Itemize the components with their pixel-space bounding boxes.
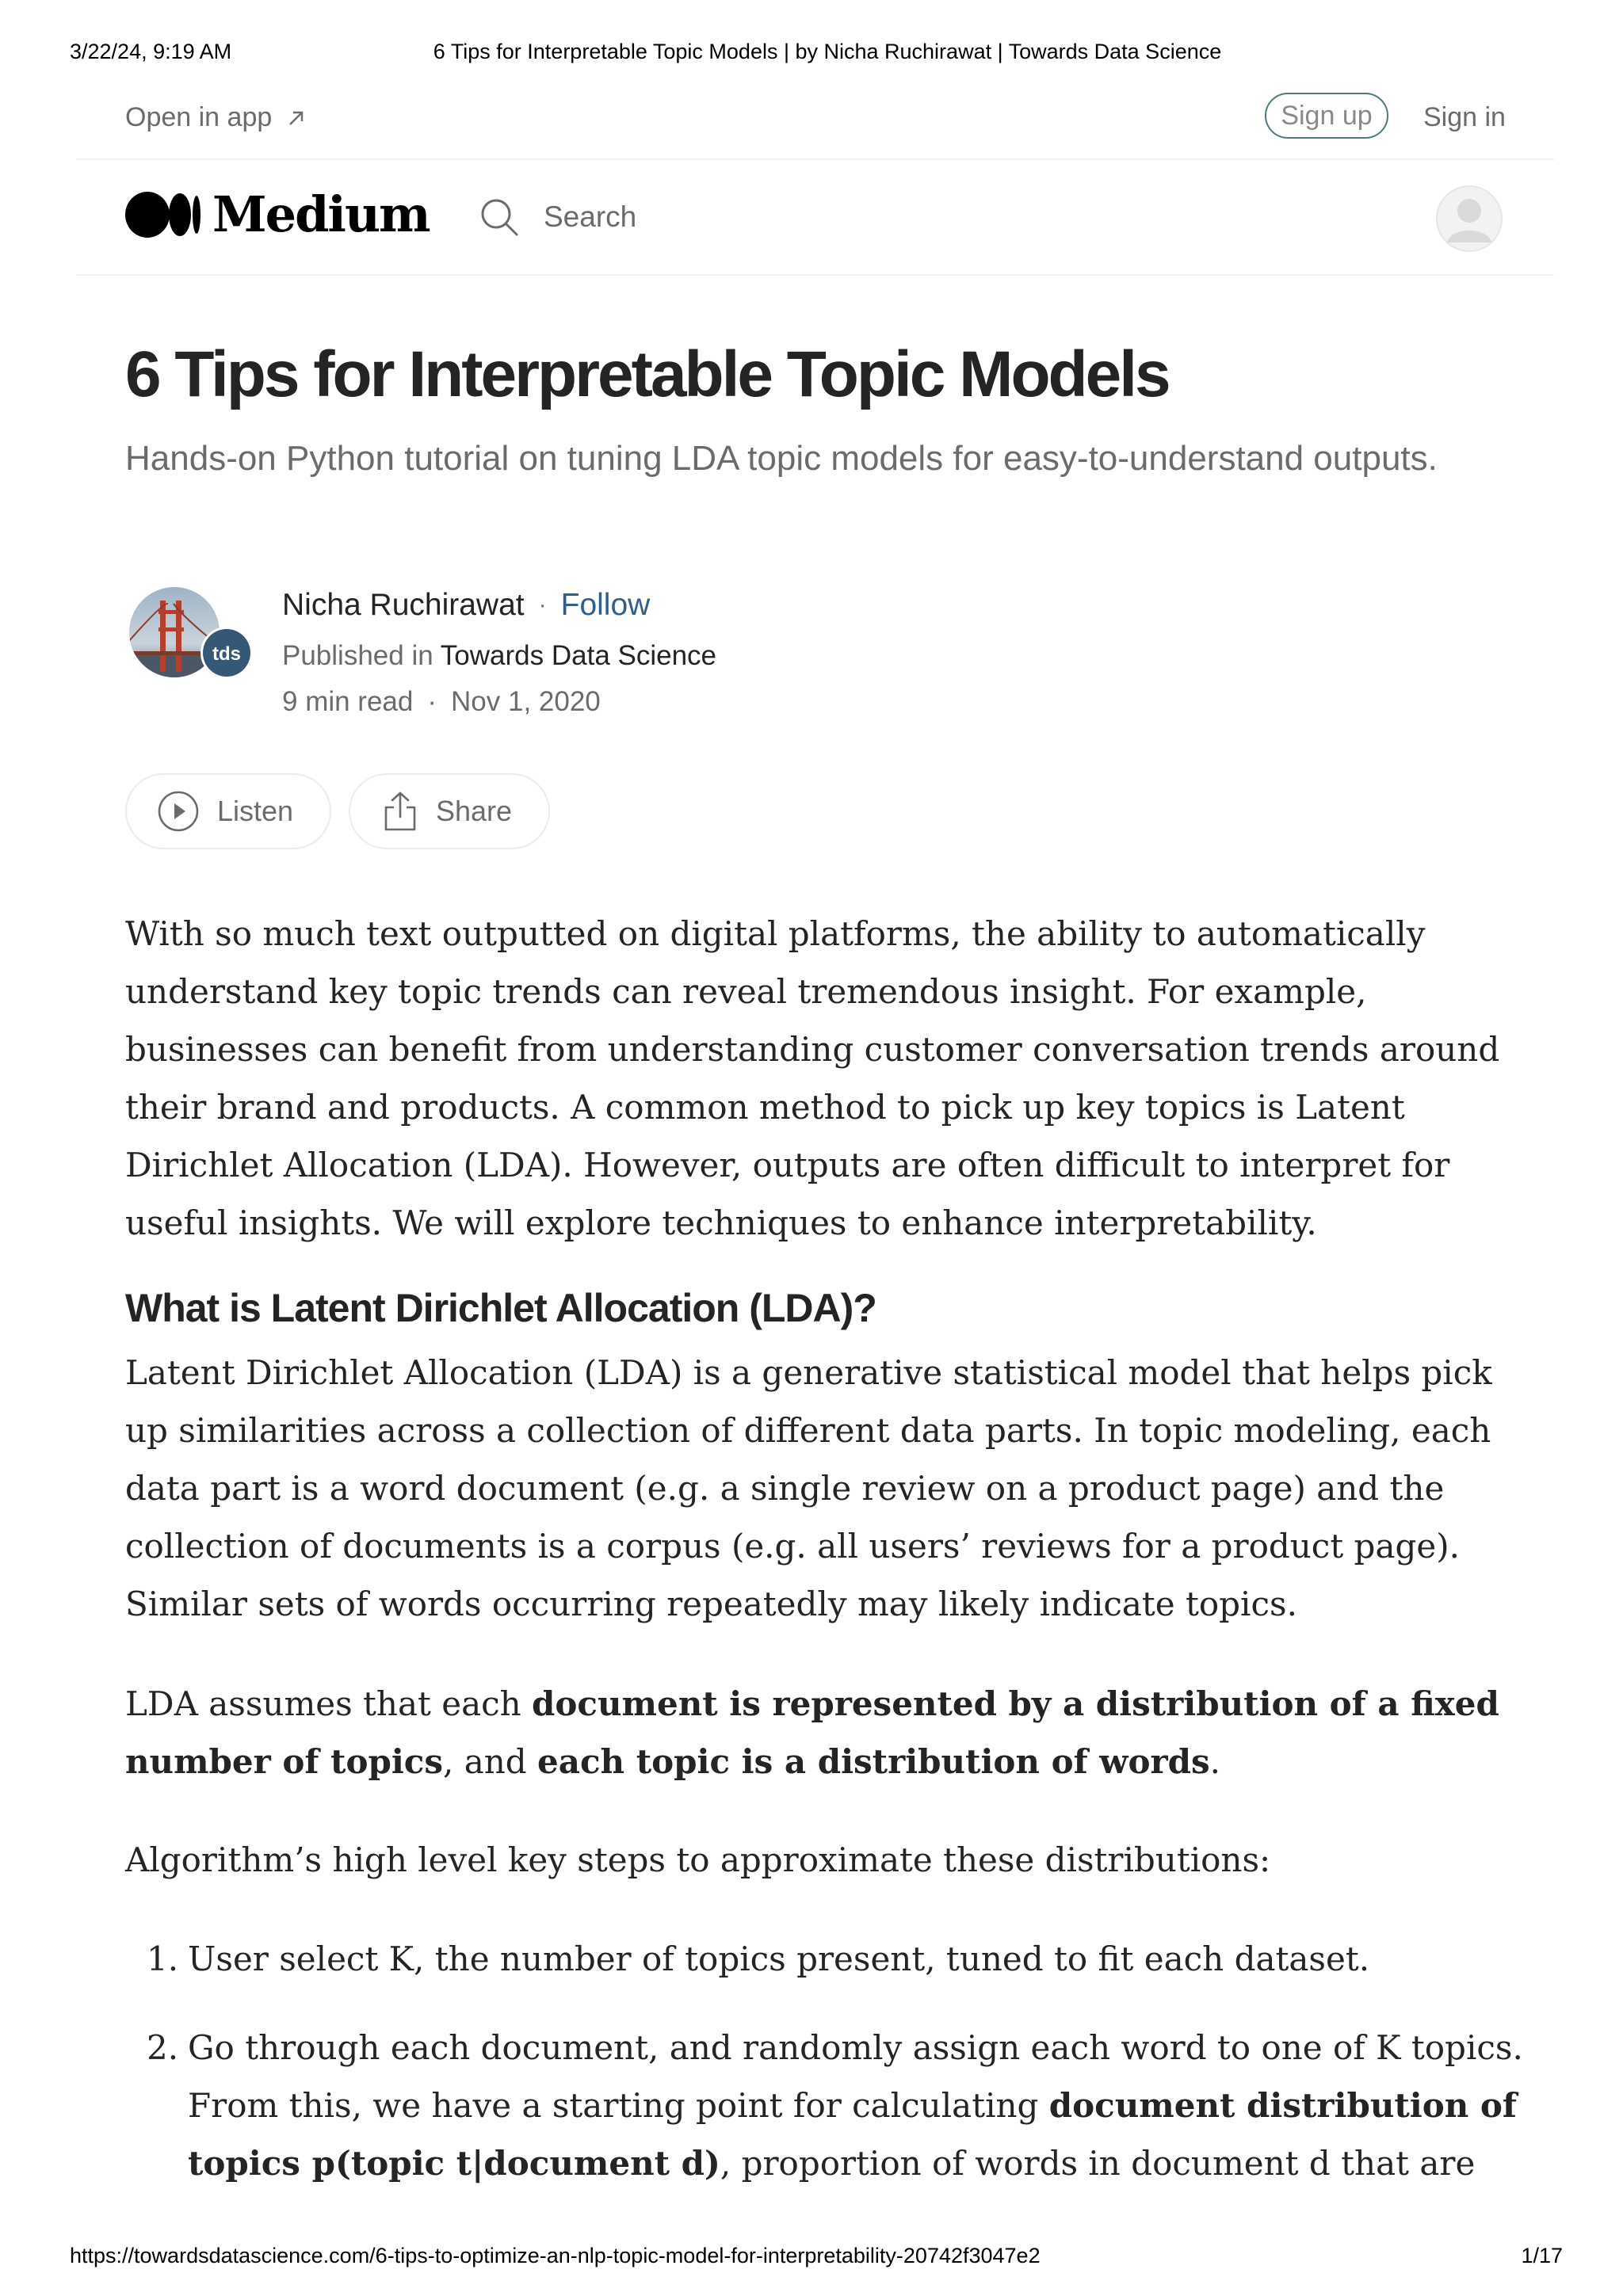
text-run: , proportion of words in document d that are <box>720 2144 1476 2183</box>
play-icon <box>157 790 200 833</box>
user-avatar-icon[interactable] <box>1436 185 1503 252</box>
follow-button[interactable]: Follow <box>560 588 651 622</box>
bold-run: document is represented by a distribution of a fixed number of topics <box>125 1684 1499 1781</box>
top-bar <box>76 87 1554 160</box>
lda-assumption-paragraph <box>125 1675 1520 1791</box>
list-number: 2. <box>147 2028 179 2067</box>
article-meta <box>282 686 601 718</box>
separator-dot: · <box>538 592 547 618</box>
print-url: https://towardsdatascience.com/6-tips-to-optimize-an-nlp-topic-model-for-interpretability-20742f3047e2 <box>70 2244 1041 2267</box>
bold-run: document distribution of topics p(topic t|document d) <box>188 2086 1517 2183</box>
medium-logo[interactable] <box>125 185 430 243</box>
share-icon <box>382 790 418 833</box>
text-run: , and <box>443 1742 538 1781</box>
search-placeholder: Search <box>544 200 637 233</box>
print-header <box>0 40 1623 67</box>
publication-badge-text: tds <box>212 643 241 665</box>
read-time: 9 min read <box>282 686 414 717</box>
share-button[interactable] <box>349 773 550 849</box>
section-heading: What is Latent Dirichlet Allocation (LDA)? <box>125 1286 876 1330</box>
lda-definition-paragraph: Latent Dirichlet Allocation (LDA) is a generative statistical model that helps pick up similarities across a collection of different data parts. In topic modeling, each data part is a word document (e.g. a single review on a product page) and the collection of documents is a corpus (e.g. all users’ reviews for a product page). Similar sets of words occurring repeatedly may likely indicate topics. <box>125 1353 1492 1623</box>
list-item <box>147 2019 1526 2192</box>
print-datetime: 3/22/24, 9:19 AM <box>70 40 232 63</box>
print-page-number: 1/17 <box>1521 2244 1563 2267</box>
publication-link[interactable]: Towards Data Science <box>440 640 717 671</box>
author-line <box>282 588 650 623</box>
text-run: Go through each document, and randomly assign each word to one of K topics. From this, we have a starting point for calculating <box>188 2028 1523 2125</box>
author-avatar[interactable] <box>128 586 255 683</box>
article-title: 6 Tips for Interpretable Topic Models <box>125 338 1169 410</box>
text-run: . <box>1209 1742 1220 1781</box>
text-run: LDA assumes that each <box>125 1684 533 1723</box>
article-subtitle: Hands-on Python tutorial on tuning LDA topic models for easy-to-understand outputs. <box>125 439 1438 478</box>
sign-up-button[interactable]: Sign up <box>1265 93 1388 139</box>
print-footer <box>0 2244 1623 2271</box>
steps-intro-paragraph: Algorithm’s high level key steps to approximate these distributions: <box>125 1840 1271 1879</box>
list-item <box>147 1930 1526 1988</box>
medium-logo-icon <box>125 191 201 238</box>
nav-bar <box>76 158 1554 276</box>
print-page-title: 6 Tips for Interpretable Topic Models | by Nicha Ruchirawat | Towards Data Science <box>433 40 1222 63</box>
bold-run: each topic is a distribution of words <box>537 1742 1210 1781</box>
share-label: Share <box>436 795 513 827</box>
listen-button[interactable] <box>125 773 331 849</box>
publication-line <box>282 640 716 672</box>
listen-label: Listen <box>217 795 294 827</box>
sign-in-link[interactable]: Sign in <box>1423 102 1506 132</box>
external-arrow-icon <box>286 108 307 128</box>
publish-date: Nov 1, 2020 <box>451 686 601 717</box>
search-field[interactable] <box>479 196 636 238</box>
separator-dot: · <box>427 686 437 717</box>
list-text: User select K, the number of topics present, tuned to fit each dataset. <box>188 1939 1370 1978</box>
list-text <box>188 2019 1526 2192</box>
intro-paragraph: With so much text outputted on digital platforms, the ability to automatically understand key topic trends can reveal tremendous insight. For example, businesses can benefit from understanding customer conversation trends around their brand and products. A common method to pick up key topics is Latent Dirichlet Allocation (LDA). However, outputs are often difficult to interpret for useful insights. We will explore techniques to enhance interpretability. <box>125 914 1500 1242</box>
open-in-app-link[interactable] <box>125 102 307 133</box>
list-number: 1. <box>147 1939 179 1978</box>
search-icon <box>479 196 520 238</box>
published-in-label: Published in <box>282 640 433 671</box>
open-in-app-label: Open in app <box>125 102 273 132</box>
author-name[interactable]: Nicha Ruchirawat <box>282 588 525 622</box>
medium-logo-text: Medium <box>212 185 430 243</box>
